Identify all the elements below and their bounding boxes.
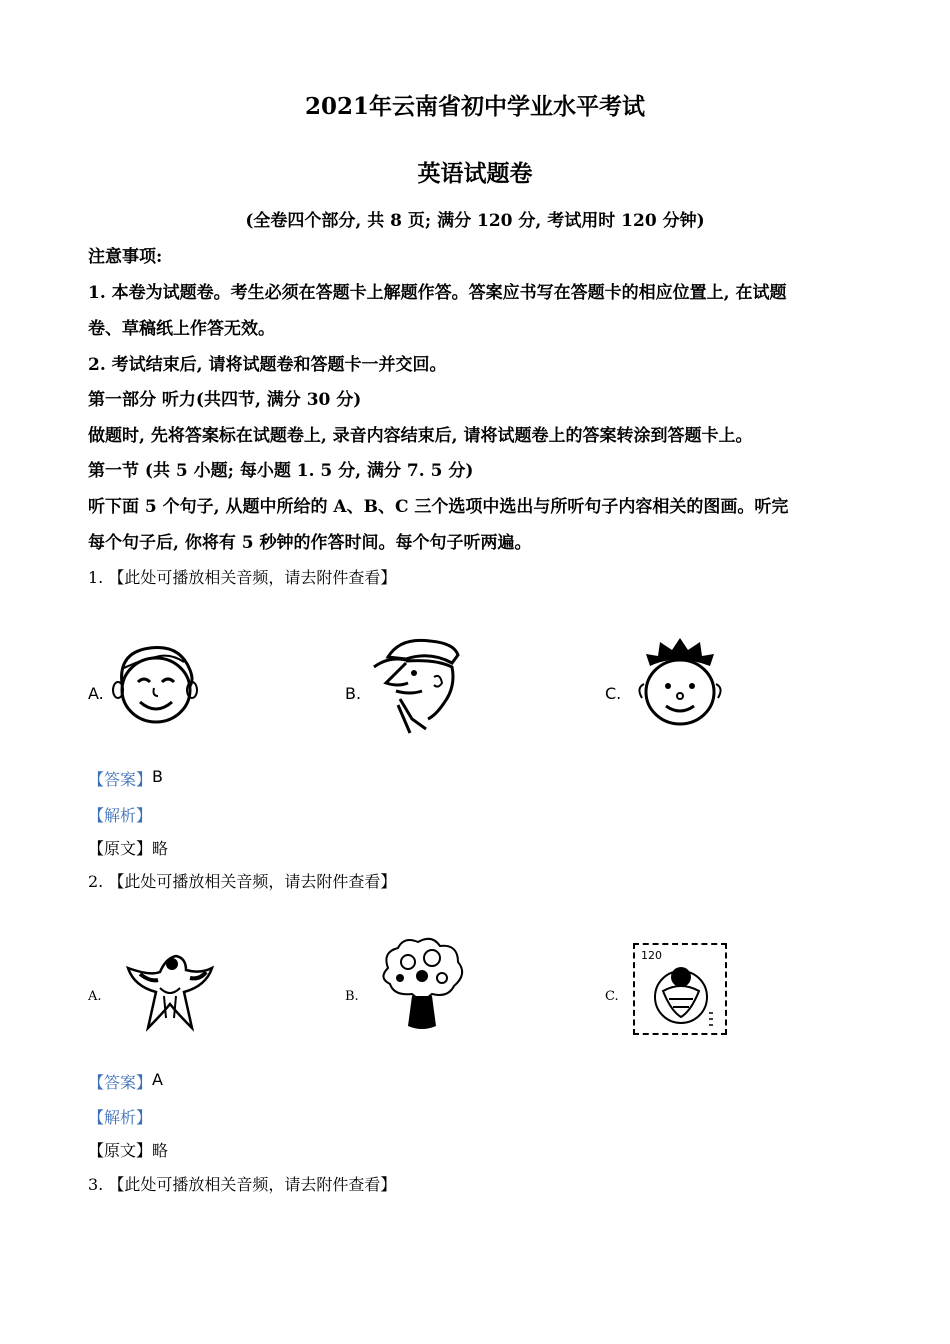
q2-original-value: 略 <box>152 1141 169 1160</box>
q2-analysis-tag: 【解析】 <box>88 1108 153 1127</box>
boy-with-spiky-hair-icon[interactable] <box>630 636 730 728</box>
postage-stamp-icon[interactable] <box>633 943 727 1035</box>
q2-original-tag: 【原文】 <box>88 1141 153 1160</box>
section1-instruction-a: 听下面 5 个句子, 从题中所给的 A、B、C 三个选项中选出与所听句子内容相关的图画。听完 <box>88 497 789 517</box>
section1-instruction-b: 每个句子后, 你将有 5 秒钟的作答时间。每个句子听两遍。 <box>88 533 532 553</box>
q1-option-a-label: A. <box>88 684 104 703</box>
note-1-continued: 卷、草稿纸上作答无效。 <box>88 319 275 339</box>
q1-answer-tag: 【答案】 <box>88 770 153 789</box>
q2-option-c-label: C. <box>605 989 619 1004</box>
note-1: 1. 本卷为试题卷。考生必须在答题卡上解题作答。答案应书写在答题卡的相应位置上, 在试题 <box>88 283 787 303</box>
question-1-prompt[interactable]: 1. 【此处可播放相关音频，请去附件查看】 <box>88 568 397 587</box>
q1-option-c-label: C. <box>605 684 622 703</box>
q2-answer-tag: 【答案】 <box>88 1073 153 1092</box>
swallow-kite-icon[interactable] <box>120 948 220 1038</box>
part1-instruction: 做题时, 先将答案标在试题卷上, 录音内容结束后, 请将试题卷上的答案转涂到答题卡上。 <box>88 426 753 446</box>
section1-heading: 第一节 (共 5 小题; 每小题 1. 5 分, 满分 7. 5 分) <box>88 461 474 481</box>
flower-bouquet-icon[interactable] <box>378 934 468 1032</box>
page-title: 2021年云南省初中学业水平考试 <box>304 93 645 120</box>
man-with-cap-icon[interactable] <box>370 633 465 733</box>
part1-heading: 第一部分 听力(共四节, 满分 30 分) <box>88 390 362 410</box>
q2-option-a-label: A. <box>88 989 102 1004</box>
stamp-value: 120 <box>641 949 662 962</box>
q1-original-tag: 【原文】 <box>88 839 153 858</box>
paper-subtitle: 英语试题卷 <box>417 160 533 187</box>
note-2: 2. 考试结束后, 请将试题卷和答题卡一并交回。 <box>88 355 447 375</box>
question-2-prompt[interactable]: 2. 【此处可播放相关音频，请去附件查看】 <box>88 872 397 891</box>
notes-heading: 注意事项: <box>88 247 163 267</box>
q2-option-b-label: B. <box>345 989 359 1004</box>
smiling-boy-face-icon[interactable] <box>110 640 200 730</box>
exam-info: (全卷四个部分, 共 8 页; 满分 120 分, 考试用时 120 分钟) <box>245 211 705 231</box>
q1-analysis-tag: 【解析】 <box>88 806 153 825</box>
question-3-prompt[interactable]: 3. 【此处可播放相关音频，请去附件查看】 <box>88 1175 397 1194</box>
q1-original-value: 略 <box>152 839 169 858</box>
q1-option-b-label: B. <box>345 684 362 703</box>
q2-answer-value: A <box>152 1070 163 1089</box>
q1-answer-value: B <box>152 767 163 786</box>
stamp-artwork <box>641 951 721 1031</box>
